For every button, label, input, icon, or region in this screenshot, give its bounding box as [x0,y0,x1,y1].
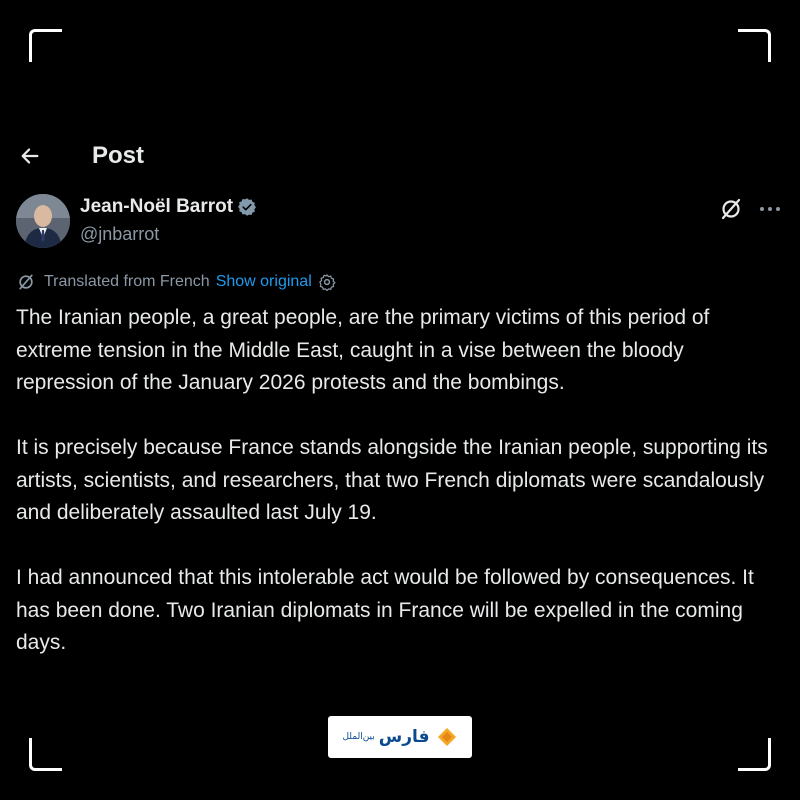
post-body [16,302,786,692]
page-title: Post [92,142,145,169]
author-handle[interactable]: @jnbarrot [80,224,160,244]
watermark-sub: بین‌الملل [342,732,375,742]
post-paragraph-2: It is precisely because France stands alongside the Iranian people, supporting its artists, scientists, and researchers, that two French diplomats were scandalously and deliberately assaulted last July 19. [16,436,768,524]
verified-badge-icon[interactable] [237,197,257,217]
author-name[interactable]: Jean-Noël Barrot [80,196,234,217]
more-icon[interactable] [756,196,784,222]
fars-watermark [328,716,472,758]
frame-corner-bottom-left [29,738,62,771]
watermark-main: فارس [378,727,430,747]
fars-logo-icon [436,726,458,748]
frame-corner-bottom-right [738,738,771,771]
post-paragraph-1: The Iranian people, a great people, are the primary victims of this period of extreme tension in the Middle East, caught in a vise between the bloody repression of the January 2026 protests and the bombings. [16,306,710,394]
show-original-link[interactable]: Show original [215,273,312,290]
frame-corner-top-left [29,29,62,62]
frame-corner-top-right [738,29,771,62]
grok-icon[interactable] [718,196,744,222]
author-info [80,196,257,245]
avatar[interactable] [16,194,70,248]
translate-icon [16,272,36,292]
post-header [16,138,144,174]
translation-bar [16,272,336,292]
back-arrow-icon[interactable] [16,142,44,170]
translation-note: Translated from French [44,273,210,290]
settings-icon[interactable] [318,273,336,291]
post-author [16,194,784,250]
post-paragraph-3: I had announced that this intolerable act would be followed by consequences. It has been done. Two Iranian diplomats in France will be expelled in the coming days. [16,566,754,654]
